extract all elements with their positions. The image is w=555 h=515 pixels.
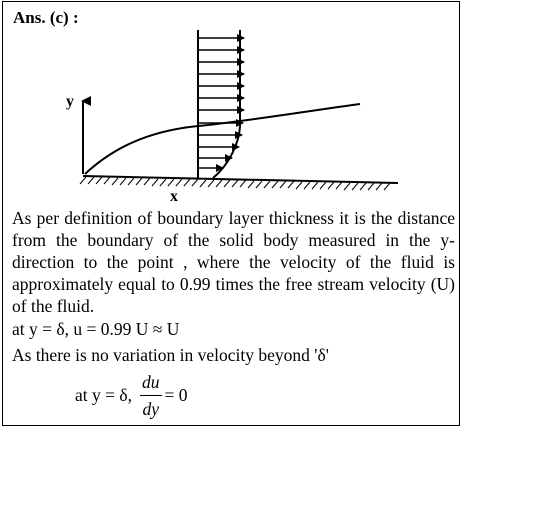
equation-prefix: at y = δ, <box>75 385 132 405</box>
definition-paragraph: As per definition of boundary layer thickness it is the distance from the boundary of the solid body measured in the y- direction to the point , where the velocity of the fluid is approximately equal to 0.99 times the free stream velocity (U) of the fluid. <box>12 208 455 316</box>
x-axis-label: x <box>170 188 178 205</box>
y-axis-label: y <box>66 93 74 110</box>
answer-box <box>2 1 460 426</box>
boundary-layer-diagram <box>58 26 408 191</box>
fraction-numerator: du <box>140 372 162 396</box>
velocity-arrows <box>198 38 244 168</box>
derivative-equation <box>75 372 188 419</box>
fraction-denominator: dy <box>142 399 160 419</box>
derivative-fraction <box>140 372 162 419</box>
condition-line: at y = δ, u = 0.99 U ≈ U <box>12 319 180 339</box>
answer-label: Ans. (c) : <box>13 8 79 27</box>
equation-suffix: = 0 <box>164 385 188 405</box>
boundary-layer-curve <box>85 104 360 174</box>
velocity-profile-curve <box>213 30 240 178</box>
note-line: As there is no variation in velocity beyond 'δ' <box>12 345 329 365</box>
